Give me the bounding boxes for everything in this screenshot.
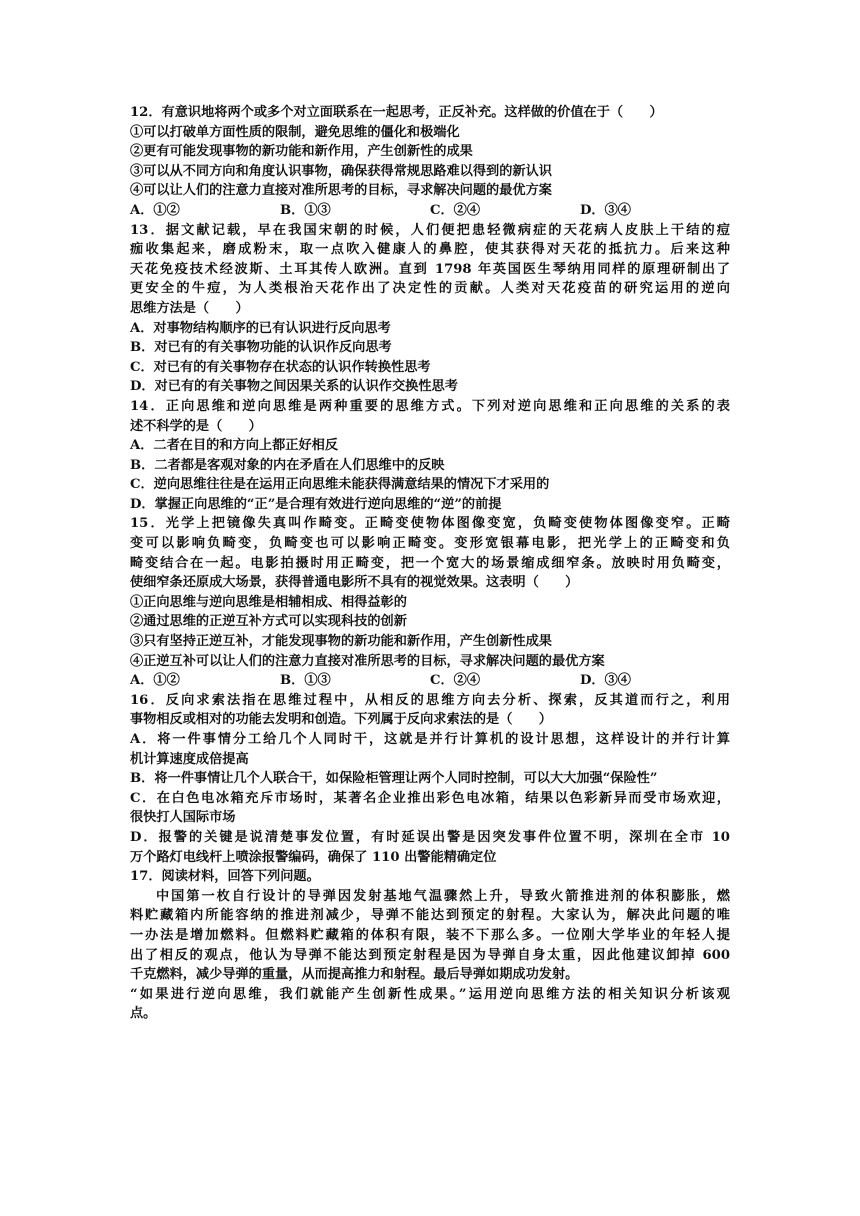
question-stem-line: 述不科学的是（ ） (130, 418, 262, 434)
option-b: B．①③ (280, 673, 331, 689)
statement-item: ①可以打破单方面性质的限制，避免思维的僵化和极端化 (130, 124, 460, 140)
statement-item: ③只有坚持正逆互补，才能发现事物的新功能和新作用，产生创新性成果 (130, 634, 552, 650)
option-c: C．②④ (430, 202, 481, 218)
statement-item: ②通过思维的正逆互补方式可以实现科技的创新 (130, 614, 407, 630)
option-a: A．①② (130, 202, 180, 218)
question-stem-line: 痂收集起来，磨成粉末，取一点吹入健康人的鼻腔，使其获得对天花的抵抗力。后来这种 (130, 242, 730, 258)
question-prompt-line: 点。 (130, 1006, 157, 1022)
question-prompt-line: “如果进行逆向思维，我们就能产生创新性成果。”运用逆向思维方法的相关知识分析该观 (130, 986, 730, 1002)
question-stem: 17．阅读材料，回答下列问题。 (130, 869, 320, 885)
option-c: C．在白色电冰箱充斥市场时，某著名企业推出彩色电冰箱，结果以色彩新异而受市场欢迎， (130, 790, 730, 806)
question-stem-line: 13．据文献记载，早在我国宋朝的时候，人们便把患轻微病症的天花病人皮肤上干结的痘 (130, 222, 730, 238)
option-a: A．①② (130, 673, 180, 689)
option-a-cont: 机计算速度成倍提高 (130, 751, 249, 767)
option-c-cont: 很快打人国际市场 (130, 810, 236, 826)
question-stem-line: 思维方法是（ ） (130, 300, 249, 316)
question-stem-line: 16．反向求索法指在思维过程中，从相反的思维方向去分析、探索，反其道而行之，利用 (130, 692, 730, 708)
option-c: C．②④ (430, 673, 481, 689)
option-b: B．对已有的有关事物功能的认识作反向思考 (130, 340, 392, 356)
option-d: D．③④ (580, 202, 631, 218)
question-stem-line: 14．正向思维和逆向思维是两种重要的思维方式。下列对逆向思维和正向思维的关系的表 (130, 398, 730, 414)
question-stem-line: 15．光学上把镜像失真叫作畸变。正畸变使物体图像变宽，负畸变使物体图像变窄。正畸 (130, 516, 730, 532)
material-line: 料贮藏箱内所能容纳的推进剂减少，导弹不能达到预定的射程。大家认为，解决此问题的唯 (130, 908, 730, 924)
material-line: 出了相反的观点，他认为导弹不能达到预定射程是因为导弹自身太重，因此他建议卸掉 600 (130, 947, 730, 963)
option-b: B．将一件事情让几个人联合干，如保险柜管理让两个人同时控制，可以大大加强“保险性” (130, 771, 658, 787)
option-d: D．③④ (580, 673, 631, 689)
statement-item: ④可以让人们的注意力直接对准所思考的目标，寻求解决问题的最优方案 (130, 183, 552, 199)
question-stem: 12．有意识地将两个或多个对立面联系在一起思考，正反补充。这样做的价值在于（ ） (130, 105, 663, 120)
question-stem-line: 变可以影响负畸变，负畸变也可以影响正畸变。变形宽银幕电影，把光学上的正畸变和负 (130, 536, 730, 552)
question-stem-line: 使细窄条还原成大场景，获得普通电影所不具有的视觉效果。这表明（ ） (130, 575, 579, 591)
question-15 (130, 514, 730, 690)
question-stem-line: 事物相反或相对的功能去发明和创造。下列属于反向求索法的是（ ） (130, 712, 552, 728)
question-17 (130, 867, 730, 1024)
answer-options (130, 201, 730, 221)
question-14 (130, 397, 730, 515)
statement-item: ④正逆互补可以让人们的注意力直接对准所思考的目标，寻求解决问题的最优方案 (130, 653, 605, 669)
exam-page (130, 103, 730, 1024)
question-stem-line: 畸变结合在一起。电影拍摄时用正畸变，把一个宽大的场景缩成细窄条。放映时用负畸变， (130, 555, 730, 571)
question-12 (130, 103, 730, 221)
option-d-cont: 万个路灯电线杆上喷涂报警编码，确保了 110 出警能精确定位 (130, 849, 497, 865)
question-16 (130, 691, 730, 867)
option-a: A．将一件事情分工给几个人同时干，这就是并行计算机的设计思想，这样设计的并行计算 (130, 732, 730, 747)
option-a: A．对事物结构顺序的已有认识进行反向思考 (130, 320, 391, 336)
option-b: B．①③ (280, 202, 331, 218)
option-c: C．逆向思维往往是在运用正向思维未能获得满意结果的情况下才采用的 (130, 477, 550, 493)
material-line: 中国第一枚自行设计的导弹因发射基地气温骤然上升，导致火箭推进剂的体积膨胀，燃 (156, 888, 730, 904)
option-d: D．报警的关键是说清楚事发位置，有时延误出警是因突发事件位置不明，深圳在全市 10 (130, 829, 730, 845)
question-stem-line: 更安全的牛痘，为人类根治天花作出了决定性的贡献。人类对天花疫苗的研究运用的逆向 (130, 281, 730, 297)
answer-options (130, 671, 730, 691)
statement-item: ①正向思维与逆向思维是相辅相成、相得益彰的 (130, 594, 407, 610)
option-b: B．二者都是客观对象的内在矛盾在人们思维中的反映 (130, 457, 445, 473)
question-stem-line: 天花免疫技术经波斯、土耳其传人欧洲。直到 1798 年英国医生琴纳用同样的原理研制出了 (130, 261, 730, 277)
statement-item: ③可以从不同方向和角度认识事物，确保获得常规思路难以得到的新认识 (130, 163, 552, 179)
option-c: C．对已有的有关事物存在状态的认识作转换性思考 (130, 359, 431, 375)
option-d: D．对已有的有关事物之间因果关系的认识作交换性思考 (130, 379, 458, 395)
material-line: 千克燃料，减少导弹的重量，从而提高推力和射程。最后导弹如期成功发射。 (130, 967, 579, 983)
statement-item: ②更有可能发现事物的新功能和新作用，产生创新性的成果 (130, 144, 473, 160)
option-a: A．二者在目的和方向上都正好相反 (130, 438, 339, 454)
question-13 (130, 221, 730, 397)
material-line: 一办法是增加燃料。但燃料贮藏箱的体积有限，装不下那么多。一位刚大学毕业的年轻人提 (130, 927, 730, 943)
option-d: D．掌握正向思维的“正”是合理有效进行逆向思维的“逆”的前提 (130, 496, 502, 512)
